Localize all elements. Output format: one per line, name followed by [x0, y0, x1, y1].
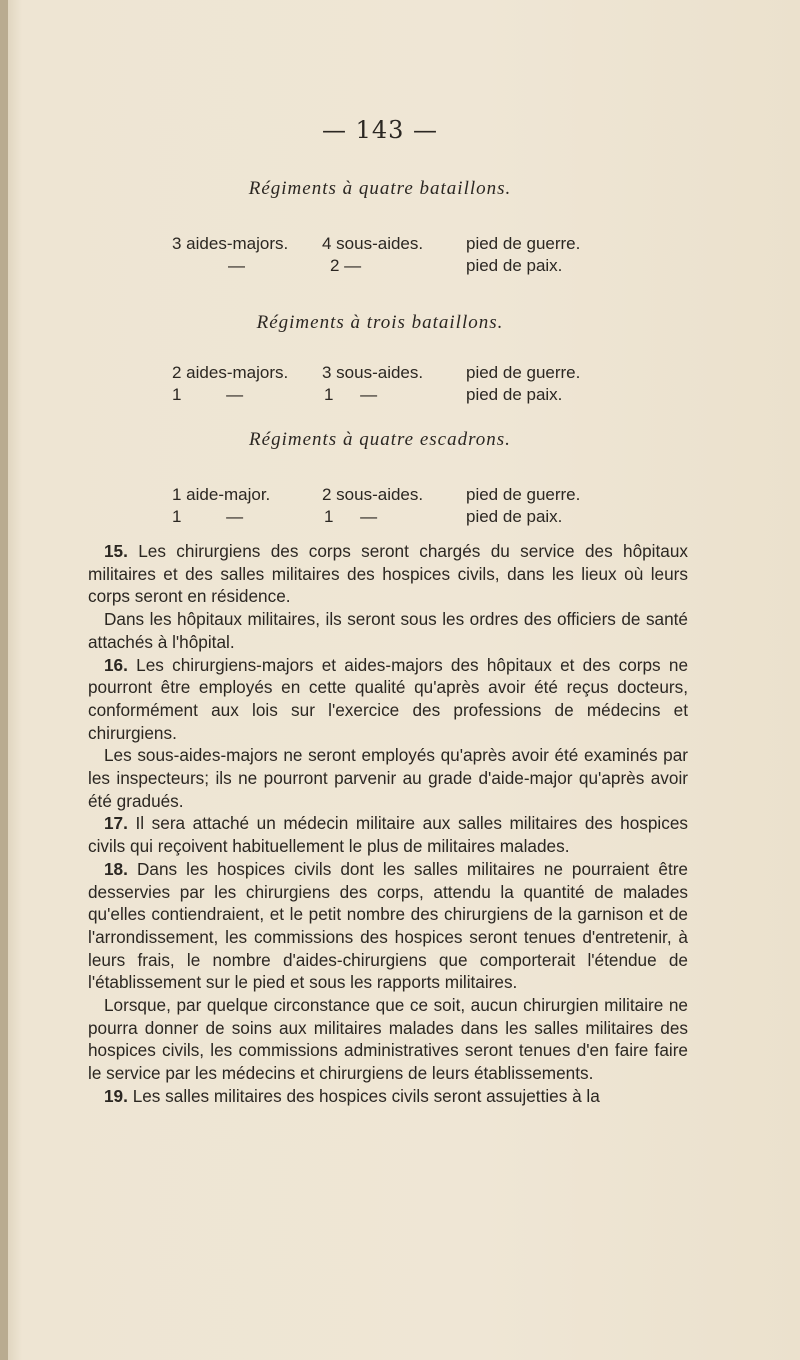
article-number: 15. [104, 541, 128, 561]
page-number: — 143 — [321, 116, 439, 144]
page-edge [0, 0, 8, 1360]
article-number: 17. [104, 813, 128, 834]
article-paragraph [88, 540, 688, 608]
table-cell: 3 sous-aides. [322, 363, 424, 382]
article-paragraph [88, 654, 688, 745]
articles-body [88, 540, 688, 1108]
section-heading-2: Régiments à trois bataillons. [256, 312, 504, 333]
article-number: 19. [104, 1085, 128, 1106]
article-paragraph [88, 812, 688, 857]
table-cell: pied de paix. [466, 385, 563, 404]
section-heading-3: Régiments à quatre escadrons. [249, 429, 511, 450]
article-text: Les chirurgiens-majors et aides-majors des hôpitaux et des corps ne pourront être employés en cette qualité qu'après avoir été reçus docteurs, conformément aux lois sur l'exercice des professions de médecins et chirurgiens. [88, 654, 688, 743]
table-cell: 1 — [172, 507, 244, 526]
table-cell: 1 — [324, 385, 378, 404]
article-text: Dans les hôpitaux militaires, ils seront sous les ordres des officiers de santé attachés à l'hôpital. [88, 609, 688, 652]
article-text: Il sera attaché un médecin militaire aux salles militaires des hospices civils qui reçoivent habituellement le plus de militaires malades. [88, 813, 688, 857]
article-paragraph [88, 1085, 688, 1108]
table-cell: pied de guerre. [466, 363, 581, 382]
article-text: Lorsque, par quelque circonstance que ce soit, aucun chirurgien militaire ne pourra donner de soins aux militaires malades dans les salles militaires des hospices civils, les commissions administratives seront tenues d'en faire faire le service par les médecins et chirurgiens de leurs établissements. [88, 995, 688, 1084]
article-text: Les chirurgiens des corps seront chargés du service des hôpitaux militaires et des salles militaires des hospices civils, dans les lieux où leurs corps seront en résidence. [88, 541, 688, 607]
table-cell: pied de guerre. [466, 485, 581, 504]
article-paragraph [88, 608, 688, 653]
table-cell: 2 aides-majors. [172, 363, 289, 382]
table-cell: 1 — [324, 507, 378, 526]
table-cell: 2 sous-aides. [322, 485, 424, 504]
article-paragraph [88, 858, 688, 994]
article-paragraph [88, 744, 688, 812]
article-number: 18. [104, 858, 128, 879]
article-paragraph [88, 994, 688, 1085]
table-cell: pied de paix. [466, 507, 563, 526]
table-cell: — [228, 256, 245, 275]
article-text: Dans les hospices civils dont les salles militaires ne pourraient être desservies par les chirurgiens des corps, attendu la quantité de malades qu'elles contiendraient, et le petit nombre des chirurgiens de la garnison et de l'arrondissement, les commissions des hospices seront tenues d'entretenir, à leurs frais, le nombre d'aides-chirurgiens que comporterait l'étendue de l'établissement sur le pied et sous les rapports militaires. [88, 858, 688, 993]
table-cell: 3 aides-majors. [172, 234, 289, 253]
table-cell: pied de paix. [466, 256, 563, 275]
section-heading-1: Régiments à quatre bataillons. [248, 178, 512, 199]
table-cell: 1 — [172, 385, 244, 404]
table-cell: 2 — [330, 256, 362, 275]
article-number: 16. [104, 654, 128, 675]
article-text: Les sous-aides-majors ne seront employés qu'après avoir été examinés par les inspecteurs; ils ne pourront parvenir au grade d'aide-major qu'après avoir été gradués. [88, 745, 688, 811]
table-cell: 4 sous-aides. [322, 234, 424, 253]
table-cell: 1 aide-major. [172, 485, 271, 504]
table-cell: pied de guerre. [466, 234, 581, 253]
article-text: Les salles militaires des hospices civils seront assujetties à la [132, 1085, 600, 1106]
